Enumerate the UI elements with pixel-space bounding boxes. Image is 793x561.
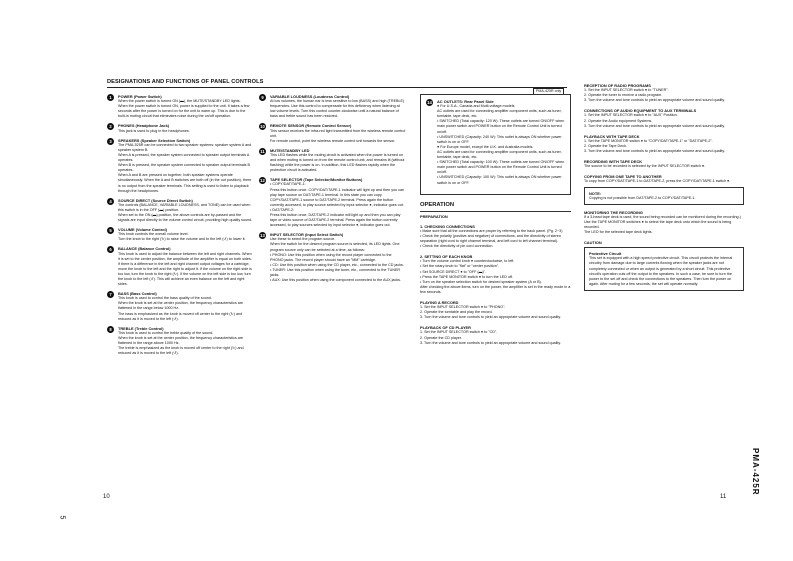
page-title: DESIGNATIONS AND FUNCTIONS OF PANEL CONTROLS — [107, 79, 264, 85]
item-paragraph: The bass is emphasized as the knob is moved off center to the right (↻) and reduced as it is moved to the left (↺). — [118, 311, 243, 321]
control-item — [107, 94, 253, 119]
item-title: POWER (Power Switch) — [118, 94, 162, 99]
paragraph: 3. Turn the volume and tone controls to yield an appropriate volume and sound quality. — [420, 315, 561, 320]
item-body — [270, 148, 406, 173]
model-badge: PMA-425R only — [533, 88, 564, 95]
page-number-right: 11 — [720, 494, 727, 500]
item-title: MUTE/STANDBY LED — [270, 147, 310, 153]
paragraph: AC outlets are used for connecting amplifier component units, such as tuner, turntable, tape deck, etc. — [437, 109, 562, 119]
section-title: MONITORING THE RECORDING — [584, 209, 643, 215]
item-paragraph: This sensor receives the infra-red light transmitted from the wireless remote control unit. — [270, 128, 406, 138]
control-item — [107, 123, 253, 133]
item-body — [118, 123, 253, 133]
section-title: 1. CHECKING CONNECTIONS — [420, 223, 475, 229]
item-title: SOURCE DIRECT (Source Direct Switch) — [118, 197, 193, 203]
paragraph: 3. Turn the volume and tone controls to yield an appropriate volume and sound quality. — [584, 98, 725, 103]
section-title: CONNECTIONS OF AUDIO EQUIPMENT TO AUX TERMINALS — [584, 108, 697, 114]
paragraph: 2. Operate the Audio equipment Systems. — [584, 118, 653, 123]
paragraph: 1. Set the INPUT SELECTOR switch ● to "TUNER". — [584, 88, 669, 93]
section-body — [584, 139, 744, 154]
note-title: NOTE: — [589, 190, 602, 196]
box-text: This set is equipped with a high speed protective circuit. This circuit protects the internal circuitry from damage due to large currents flowing when the speaker jacks are not completely connected or when an output is generated by a short circuit. This protective circuit's operation cuts off the output to the speakers. In such a case, be sure to turn the power to the set off and check the connections to the speakers. Then turn the power on again. After muting for a few seconds, the set will operate normally. — [589, 256, 733, 286]
section-body — [584, 179, 744, 184]
item-title: TREBLE (Treble Control) — [118, 325, 164, 331]
paragraph: If a 3-head tape deck is used, the sound being recorded can be monitored during the recording.) — [584, 214, 741, 219]
paragraph: The LED for the selected tape deck lights. — [584, 230, 653, 235]
paragraph: 2. Operate the CD player. — [420, 335, 462, 340]
section-title: PLAYBACK OF CD PLAYER — [420, 325, 471, 331]
item-paragraph: When the power switch is turned ON (▬), the MUTE/STANDBY LED lights. — [118, 99, 241, 104]
item-body — [118, 94, 253, 119]
corner-number: 5 — [58, 515, 66, 520]
item-number: 12 — [260, 178, 265, 184]
item-paragraph: When B is pressed, the speaker system connected to speaker output terminals B operates. — [118, 163, 250, 173]
item-body — [118, 291, 253, 322]
item-number: 9 — [259, 94, 266, 101]
control-item — [259, 148, 406, 173]
item-body — [270, 177, 406, 228]
section-title: PLAYING A RECORD — [420, 300, 459, 305]
paragraph: • UNSWITCHED (Capacity: 100 W): This outlet is always ON whether power switch is on or OFF. — [437, 175, 562, 185]
section-body — [584, 215, 744, 235]
paragraph: • Set SOURCE DIRECT ● to "OFF (▬)". — [420, 269, 486, 274]
section-body — [584, 164, 744, 169]
protective-circuit-box — [584, 247, 744, 291]
item-paragraph: The treble is emphasized as the knob is moved off center to the right (↻) and reduced as it is moved to the left (↺). — [118, 346, 244, 356]
section-body — [584, 113, 744, 128]
item-number: 5 — [107, 227, 114, 234]
item-number: 13 — [260, 233, 265, 239]
item-title: SPEAKERS (Speaker Selection Switch) — [118, 137, 191, 143]
item-body — [270, 94, 406, 119]
item-paragraph: This jack is used to plug in the headphones. — [118, 128, 190, 133]
item-number: 3 — [107, 138, 114, 145]
item-paragraph: • TUNER: Use this position when using the tuner, etc., connected to the TUNER jacks. — [270, 267, 401, 277]
paragraph: 3. Turn the volume and tone controls to yield an appropriate volume and sound quality. — [420, 340, 561, 345]
item-paragraph: When the knob is set at the center position, the frequency characteristics are flattened in the range below 1000 Hz. — [118, 301, 244, 311]
section-body — [420, 305, 571, 320]
item-paragraph: At low volumes, the human ear is less sensitive to low (BASS) and high (TREBLE) frequencies. Use this control to compensate for this deficiency when listening at low volume levels. Turn this control counter-clockwise until a natural balance of bass and treble sound has been restored. — [270, 99, 405, 119]
item-body — [118, 326, 253, 357]
control-item — [259, 232, 406, 283]
control-item — [107, 198, 253, 223]
item-body — [118, 138, 253, 194]
paragraph: • SWITCHED (Total capacity: 100 W): These outlets are turned ON/OFF when main power switch and POWER button on the Remote Control Unit is turned on/off. — [437, 160, 565, 175]
paragraph: • Check the directivity of pin cord connection. — [420, 244, 494, 249]
control-item — [426, 99, 565, 186]
section-body — [420, 229, 571, 249]
preparation-heading: PREPARATION — [420, 213, 448, 219]
item-number: 10 — [260, 124, 265, 130]
item-number: 7 — [107, 291, 114, 298]
paragraph: 1. Set the INPUT SELECTOR switch ● to "CD". — [420, 330, 498, 335]
control-item — [259, 177, 406, 228]
paragraph: • Check the polarity (positive and negative) of connections, and the directivity of stereo separation (right cord to right channel terminal, and left cord to left channel terminal). — [420, 233, 561, 244]
section-title: RECORDING WITH TAPE DECK — [584, 159, 643, 165]
item-number: 1 — [107, 94, 114, 101]
item-title: BASS (Bass Control) — [118, 291, 157, 297]
item-paragraph: When the knob is set at the center position, the frequency characteristics are flattened in the range above 1000 Hz. — [118, 335, 244, 346]
section-body — [584, 88, 744, 103]
paragraph: ● For Europe model, except the U.K. and Australia models. — [437, 144, 534, 149]
item-paragraph: Press this button once. COPY/DAT/TAPE-1 indicator will light up and then you can play tape source on DAT/TAPE-1 terminal. In this state you can copy COPY/DAT/TAPE-1 source to DAT/TAPE-2 terminal. Press again the button currently accessed, to play source selected by input selector ●, indicator goes out. — [270, 187, 405, 207]
item-paragraphs — [437, 104, 565, 186]
item-paragraph: • CD: Use this position when using the CD player, etc., connected to the CD jacks. — [270, 262, 404, 267]
note-text: Copying is not possible from DAT/TAPE-2 to COPY/DAT/TAPE-1. — [589, 195, 696, 200]
paragraph: 2. Operate the Tape Deck. — [584, 143, 627, 148]
note-box — [584, 187, 744, 205]
paragraph: 2. Operate the tuner to receive a radio program. — [584, 93, 663, 98]
item-title: AC OUTLETS: Rear Panel Side — [437, 99, 494, 104]
item-body — [437, 99, 565, 186]
item-body — [118, 198, 253, 223]
item-paragraph: • DAT/TAPE-2: — [270, 207, 295, 212]
item-title: TAPE SELECTOR (Tape Selector/Monitor Buttons) — [270, 177, 363, 183]
paragraph: • Make sure that all the connections are proper by referring to the back panel. (Pg. 2~3) — [420, 228, 563, 233]
column-3 — [420, 94, 571, 346]
paragraph: AC outlets are used for connecting amplifier component units, such as tuner, turntable, tape deck, etc. — [437, 149, 562, 160]
item-body — [270, 232, 406, 283]
paragraph: To copy from COPY/DAT/TAPE-1 to DAT/TAPE-2, press the COPY/DAT/TAPE-1 switch ●. — [584, 179, 731, 184]
item-paragraph: This knob is used to control the treble quality of the sound. — [118, 330, 214, 335]
paragraph: • Turn the volume control knob ● counterclockwise, to left. — [420, 259, 515, 264]
divider — [420, 211, 571, 212]
item-body — [118, 227, 253, 242]
paragraph: • Set the rotary knob to "flat" or "center position". — [420, 264, 500, 269]
paragraph: • UNSWITCHED (Capacity: 240 W): This outlet is always ON whether power switch is on or OFF. — [437, 134, 562, 144]
item-paragraph: Turn the knob to the right (↻) to raise the volume and to the left (↺) to lower it. — [118, 237, 246, 242]
page-number-left: 10 — [103, 494, 110, 500]
item-body — [118, 246, 253, 287]
section-body — [420, 259, 571, 295]
section-title: 2. SETTING OF EACH KNOB — [420, 254, 473, 260]
item-paragraph: Use these to select the program source. — [270, 237, 336, 242]
paragraph: 3. Turn the volume and tone controls to yield an appropriate volume and sound quality. — [584, 149, 725, 154]
item-paragraph: • AUX: Use this position when using the component connected to the AUX jacks. — [270, 278, 402, 283]
section-title: RECEPTION OF RADIO PROGRAMS — [584, 83, 651, 88]
item-paragraph: The PMA-525R can be connected to two speaker systems: speaker system A and speaker system B. — [118, 142, 252, 152]
control-item — [107, 246, 253, 287]
title-rule — [107, 87, 567, 88]
item-paragraph: When A is pressed, the speaker system connected to speaker output terminals A operates. — [118, 152, 250, 163]
item-title: BALANCE (Balance Control) — [118, 246, 171, 252]
section-title: COPYING FROM ONE TAPE TO ANOTHER — [584, 174, 662, 180]
item-title: INPUT SELECTOR (Input Select Switch) — [270, 232, 344, 238]
box-title: Protective Circuit — [589, 251, 622, 257]
paragraph: • Turn on the speaker selection switch for desired speaker system (A or B). — [420, 279, 542, 284]
control-item — [259, 123, 406, 143]
item-number: 14 — [427, 100, 432, 105]
control-item — [259, 94, 406, 119]
control-item — [107, 138, 253, 194]
item-body — [270, 123, 406, 143]
item-title: PHONES (Headphone Jack) — [118, 123, 170, 129]
paragraph: • Press the TAPE MONITOR switch ● to turn the LED off. — [420, 274, 514, 279]
item-paragraph: Press this button once, DAT/TAPE-2 indicator will light up and then you can play tape or video source of DAT/TAPE-2 terminal. Press again the button currently accessed, to play sources selected by input selector ●, indicator goes out. — [270, 212, 401, 228]
item-paragraph: This knob controls the overall volume level. — [118, 232, 189, 237]
item-number: 2 — [107, 123, 114, 130]
paragraph: 1. Set the INPUT SELECTOR switch ● to "PHONO". — [420, 305, 506, 310]
item-number: 4 — [107, 198, 114, 205]
item-number: 6 — [107, 246, 114, 253]
item-paragraph: This knob is used to adjust the balance between the left and right channels. When it is set to the center position, the amplitude of the amplifier is equal on both sides. If there is a difference in the left and right channel output voltages for a cartridge, move the knob to the left and the right to adjust it. If the volume on the right side is too low, turn the knob to the right (↻). If the volume on the left side is too low, turn the knob to the left (↺). This will achieve an even balance on the left and right sides. — [118, 251, 252, 287]
column-4 — [584, 78, 744, 295]
item-paragraph: This knob is used to control the bass quality of the sound. — [118, 296, 212, 301]
item-title: VOLUME (Volume Control) — [118, 227, 167, 233]
paragraph: ● For U.S.A., Canada and Multi-voltage models — [437, 104, 515, 109]
item-number: 11 — [260, 148, 265, 154]
item-title: REMOTE SENSOR (Remote Control Sensor) — [270, 123, 352, 129]
paragraph: 1. Set the TAPE MONITOR switch ● to "COPY/DAT/TAPE-1" or "DAT/TAPE-2". — [584, 138, 713, 143]
paragraph: 1. Set the INPUT SELECTOR switch ● to "AUX" Position. — [584, 113, 678, 118]
section-title: PLAYBACK WITH TAPE DECK — [584, 133, 640, 139]
paragraph: The source to be recorded is selected by the INPUT SELECTOR switch ●. — [584, 164, 706, 169]
item-paragraph: When set to the ON (▬) position, the above controls are by-passed and the signals are input directly to the volume control circuit, providing high quality sound. — [118, 212, 253, 223]
item-paragraph: When the switch for the desired program source is selected, its LED lights. One program source only can be selected at a time, as follows: — [270, 242, 400, 252]
item-paragraph: • COPY/DAT/TAPE-1: — [270, 182, 306, 187]
item-paragraph: • PHONO: Use this position when using the record player connected to the PHONO jacks. The record player should have an "MM" cartridge. — [270, 252, 392, 262]
item-paragraph: When the power switch is turned ON, power is supplied to the unit. It takes a few seconds after the power is turned on for the unit to warm up. This is due to the built-in muting circuit that eliminates noise during the on/off operation. — [118, 104, 250, 119]
item-number: 8 — [107, 326, 114, 333]
column-1 — [107, 94, 253, 360]
item-title: VARIABLE LOUDNESS (Loudness Control) — [270, 94, 350, 99]
control-item — [107, 291, 253, 322]
item-paragraph: This LED flashes while the muting circuit is activated when the power is turned on and when muting is turned on from the remote control unit, and remains lit (without flashing) while the power is on. In addition, this LED flashes rapidly when the protection circuit is activated. — [270, 152, 405, 173]
control-item — [107, 227, 253, 242]
paragraph: 3. Turn the volume and tone controls to yield an appropriate volume and sound quality. — [584, 123, 725, 128]
ac-outlets-box — [420, 94, 571, 195]
item-paragraph: When A and B are pressed on together, both speaker systems operate simultaneously. When the A and B switches are both off (in the out position), there is no output from the speaker terminals. This setting is used to listen to playback through the headphones. — [118, 173, 252, 193]
paragraph: • SWITCHED (Total capacity: 120 W): These outlets are turned ON/OFF when main power switch and POWER button on the Remote Control Unit is turned on/off. — [437, 119, 565, 134]
item-paragraph: For remote control, point the wireless remote control unit towards the sensor. — [270, 138, 396, 143]
paragraph: 2. Operate the turntable and play the record. — [420, 310, 493, 315]
section-body — [420, 330, 571, 345]
control-item — [107, 326, 253, 357]
operation-heading: OPERATION — [420, 201, 455, 208]
column-2 — [259, 94, 406, 287]
paragraph: Use the TAPE MONITOR switches ● to select the tape deck onto which the sound is being recorded. — [584, 219, 732, 229]
item-paragraph: The controls (BALANCE, VARIABLE LOUDNESS, and TONE) can be used when this switch is in the OFF (▬) position. — [118, 202, 251, 212]
paragraph: After checking the above items, turn on the power, the amplifier is set in the ready mode in a few seconds. — [420, 284, 571, 294]
side-model-label: PMA-425R — [751, 448, 760, 496]
caution-heading: CAUTION — [584, 240, 602, 246]
